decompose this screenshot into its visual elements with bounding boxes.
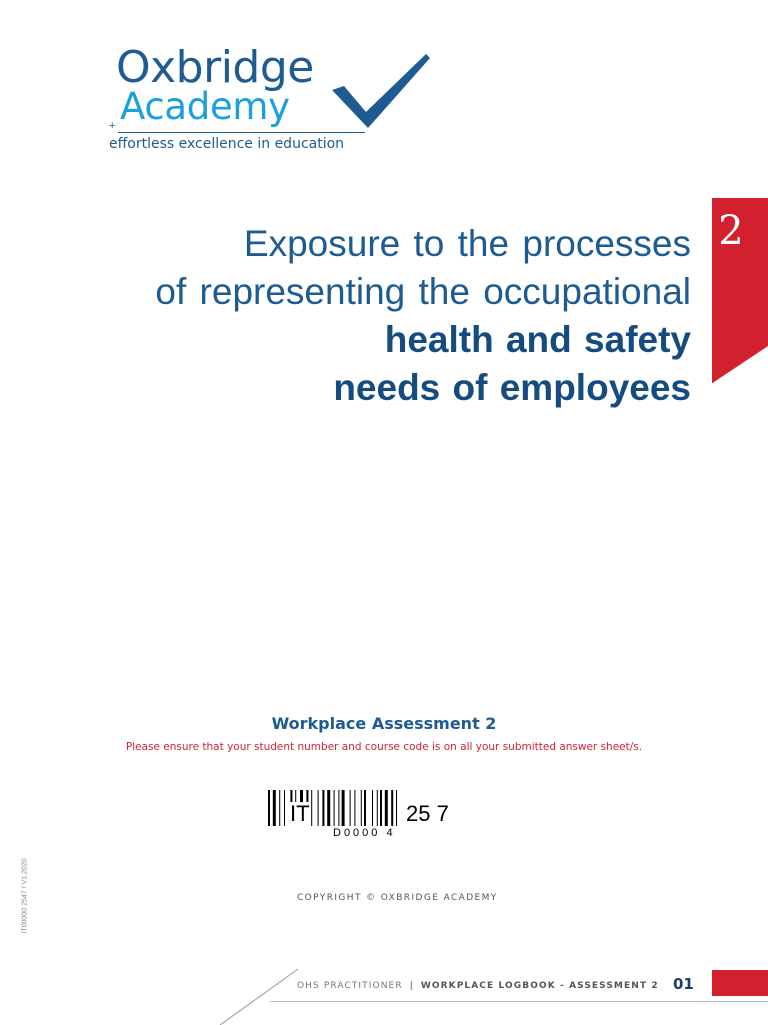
title-line-2: of representing the occupational [155,271,691,312]
footer-red-block [712,970,768,996]
page-number: 01 [673,975,694,993]
title-line-3: health and safety [384,319,691,360]
barcode-bar [284,790,285,826]
barcode-bar [342,790,345,826]
barcode-bar [364,790,366,826]
checkmark-icon [330,50,432,130]
barcode-bar [311,790,312,826]
title-line-1: Exposure to the processes [243,223,691,264]
logo-oxbridge: Oxbridge [116,42,314,93]
footer-course: OHS PRACTITIONER [297,981,403,991]
footer-logbook: WORKPLACE LOGBOOK - ASSESSMENT 2 [420,981,659,991]
barcode-bar [273,790,276,826]
barcode-bar [350,790,351,826]
logo-plus: + [109,120,116,132]
barcode-subtext: D0000 4 [333,827,396,839]
logo-divider [118,132,365,133]
section-number: 2 [718,208,744,254]
barcode-bar [377,790,378,826]
logo-tagline: effortless excellence in education [109,136,345,152]
barcode-bar [372,790,373,826]
footer-diagonal [190,965,310,1025]
logo-academy: Academy [120,85,290,128]
barcode-number: 25 7 [406,801,449,826]
barcode-bar [338,790,339,826]
page-title [155,220,691,412]
assessment-note: Please ensure that your student number and course code is on all your submitted answer sheet/s. [125,741,643,753]
copyright: COPYRIGHT © OXBRIDGE ACADEMY [297,893,498,903]
footer-separator: | [409,981,414,991]
barcode-bar [361,790,362,826]
title-line-4: needs of employees [333,367,691,408]
barcode-bar [318,790,319,826]
barcode-bar [334,790,335,826]
footer-rule [270,1001,768,1002]
barcode-bar [322,790,324,826]
assessment-heading: Workplace Assessment 2 [271,714,497,733]
barcode-bar [391,790,393,826]
barcode-bar [385,790,388,826]
barcode-bar [396,790,397,826]
document-code: IT00000 2547 / V1.2020 [21,858,29,934]
barcode-bar [354,790,355,826]
barcode-bar [268,790,270,826]
barcode-bar [380,790,382,826]
footer-label [297,981,659,991]
barcode-code: IT [290,801,310,826]
barcode-bar [327,790,330,826]
barcode-bar [279,790,280,826]
